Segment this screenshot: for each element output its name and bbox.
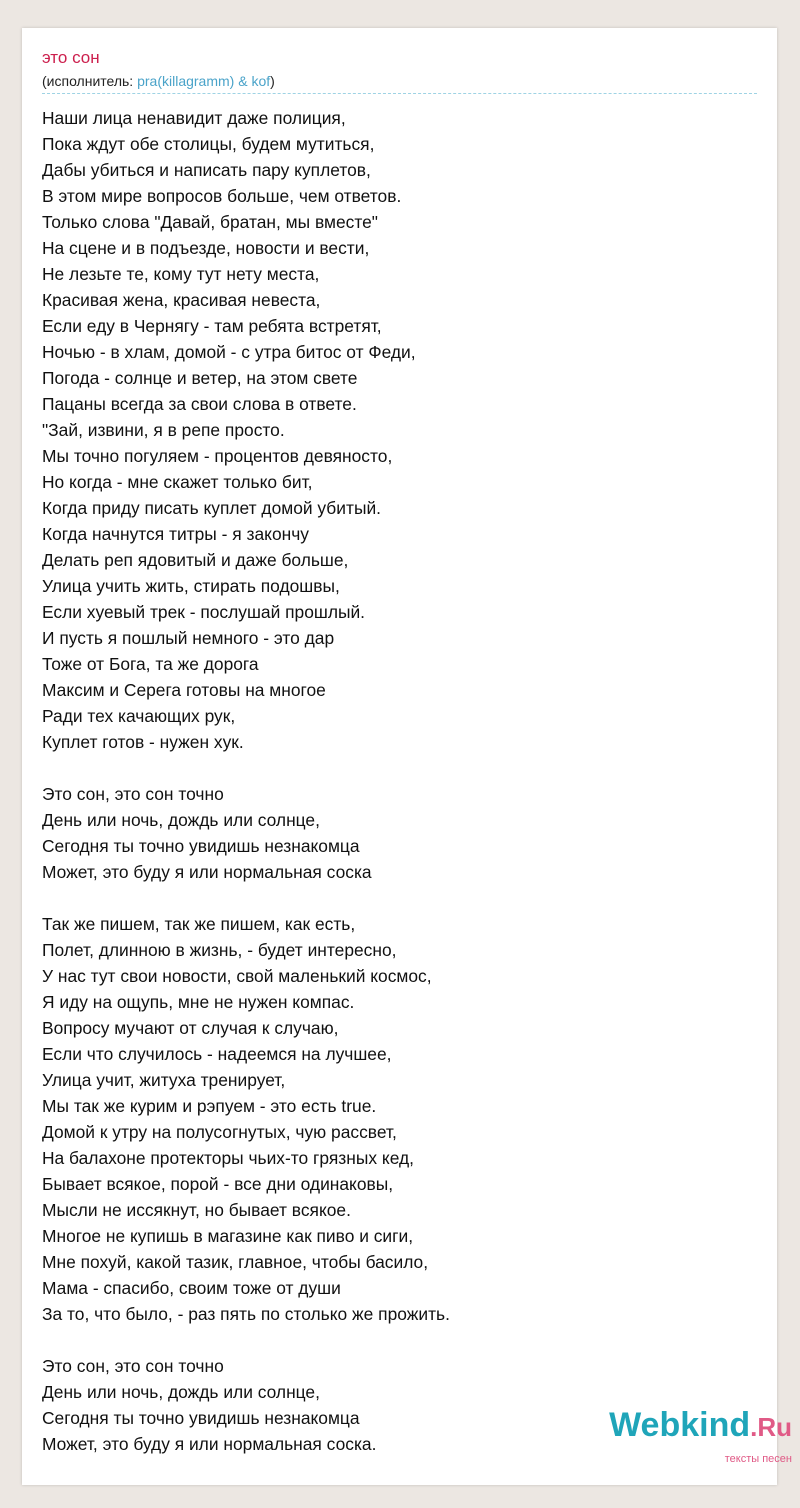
lyric-line: Если еду в Чернягу - там ребята встретят, xyxy=(42,316,382,336)
lyric-line: У нас тут свои новости, свой маленький космос, xyxy=(42,966,432,986)
lyric-line: Куплет готов - нужен хук. xyxy=(42,732,244,752)
stanza-break xyxy=(42,885,757,911)
lyric-line: Тоже от Бога, та же дорога xyxy=(42,654,259,674)
divider xyxy=(42,93,757,94)
lyric-line: День или ночь, дождь или солнце, xyxy=(42,810,320,830)
artist-suffix: ) xyxy=(270,73,275,89)
lyric-line: Наши лица ненавидит даже полиция, xyxy=(42,108,346,128)
lyric-line: Когда приду писать куплет домой убитый. xyxy=(42,498,381,518)
lyric-line: Бывает всякое, порой - все дни одинаковы, xyxy=(42,1174,394,1194)
lyric-line: Сегодня ты точно увидишь незнакомца xyxy=(42,836,360,856)
lyric-line: Если хуевый трек - послушай прошлый. xyxy=(42,602,366,622)
lyric-line: Это сон, это сон точно xyxy=(42,784,224,804)
lyric-line: Только слова "Давай, братан, мы вместе" xyxy=(42,212,378,232)
lyric-line: Мысли не иссякнут, но бывает всякое. xyxy=(42,1200,351,1220)
lyric-line: Красивая жена, красивая невеста, xyxy=(42,290,321,310)
lyric-line: Ради тех качающих рук, xyxy=(42,706,236,726)
artist-prefix: (исполнитель: xyxy=(42,73,138,89)
lyric-line: Делать реп ядовитый и даже больше, xyxy=(42,550,349,570)
lyric-line: Многое не купишь в магазине как пиво и сиги, xyxy=(42,1226,414,1246)
lyric-line: На балахоне протекторы чьих-то грязных кед, xyxy=(42,1148,414,1168)
artist-line xyxy=(42,73,275,89)
lyric-line: Если что случилось - надеемся на лучшее, xyxy=(42,1044,392,1064)
lyric-line: Мы так же курим и рэпуем - это есть true. xyxy=(42,1096,377,1116)
lyric-line: Не лезьте те, кому тут нету места, xyxy=(42,264,320,284)
lyric-line: Так же пишем, так же пишем, как есть, xyxy=(42,914,356,934)
logo-name: Webkind xyxy=(609,1406,751,1444)
lyric-line: Это сон, это сон точно xyxy=(42,1356,224,1376)
lyric-line: Но когда - мне скажет только бит, xyxy=(42,472,313,492)
stanza-break xyxy=(42,1327,757,1353)
lyric-line: Может, это буду я или нормальная соска xyxy=(42,862,372,882)
lyric-line: За то, что было, - раз пять по столько же прожить. xyxy=(42,1304,450,1324)
lyrics-text xyxy=(42,105,757,1457)
lyric-line: Улица учить жить, стирать подошвы, xyxy=(42,576,340,596)
lyric-line: Мне похуй, какой тазик, главное, чтобы басило, xyxy=(42,1252,429,1272)
logo-tld: .Ru xyxy=(750,1412,792,1442)
lyric-line: Сегодня ты точно увидишь незнакомца xyxy=(42,1408,360,1428)
lyric-line: Полет, длинною в жизнь, - будет интересно, xyxy=(42,940,397,960)
lyric-line: Может, это буду я или нормальная соска. xyxy=(42,1434,377,1454)
logo-tagline: тексты песен xyxy=(724,1453,792,1465)
lyric-line: Мама - спасибо, своим тоже от души xyxy=(42,1278,341,1298)
lyric-line: Ночью - в хлам, домой - с утра битос от Феди, xyxy=(42,342,416,362)
lyric-line: И пусть я пошлый немного - это дар xyxy=(42,628,335,648)
lyric-line: Пока ждут обе столицы, будем мутиться, xyxy=(42,134,375,154)
stanza-break xyxy=(42,755,757,781)
song-title: это сон xyxy=(42,48,100,67)
lyric-line: Вопросу мучают от случая к случаю, xyxy=(42,1018,339,1038)
lyric-line: На сцене и в подъезде, новости и вести, xyxy=(42,238,370,258)
lyric-line: Дабы убиться и написать пару куплетов, xyxy=(42,160,371,180)
lyric-line: "Зай, извини, я в репе просто. xyxy=(42,420,285,440)
artist-link[interactable]: pra(killagramm) & kof xyxy=(137,73,271,89)
lyric-line: Я иду на ощупь, мне не нужен компас. xyxy=(42,992,355,1012)
lyrics-card xyxy=(22,28,777,1485)
lyric-line: В этом мире вопросов больше, чем ответов. xyxy=(42,186,402,206)
lyric-line: Мы точно погуляем - процентов девяносто, xyxy=(42,446,393,466)
lyric-line: Погода - солнце и ветер, на этом свете xyxy=(42,368,358,388)
site-logo[interactable] xyxy=(609,1406,792,1465)
lyric-line: День или ночь, дождь или солнце, xyxy=(42,1382,320,1402)
lyric-line: Улица учит, житуха тренирует, xyxy=(42,1070,286,1090)
lyric-line: Максим и Серега готовы на многое xyxy=(42,680,326,700)
lyric-line: Когда начнутся титры - я закончу xyxy=(42,524,309,544)
lyric-line: Домой к утру на полусогнутых, чую рассвет, xyxy=(42,1122,397,1142)
lyric-line: Пацаны всегда за свои слова в ответе. xyxy=(42,394,357,414)
